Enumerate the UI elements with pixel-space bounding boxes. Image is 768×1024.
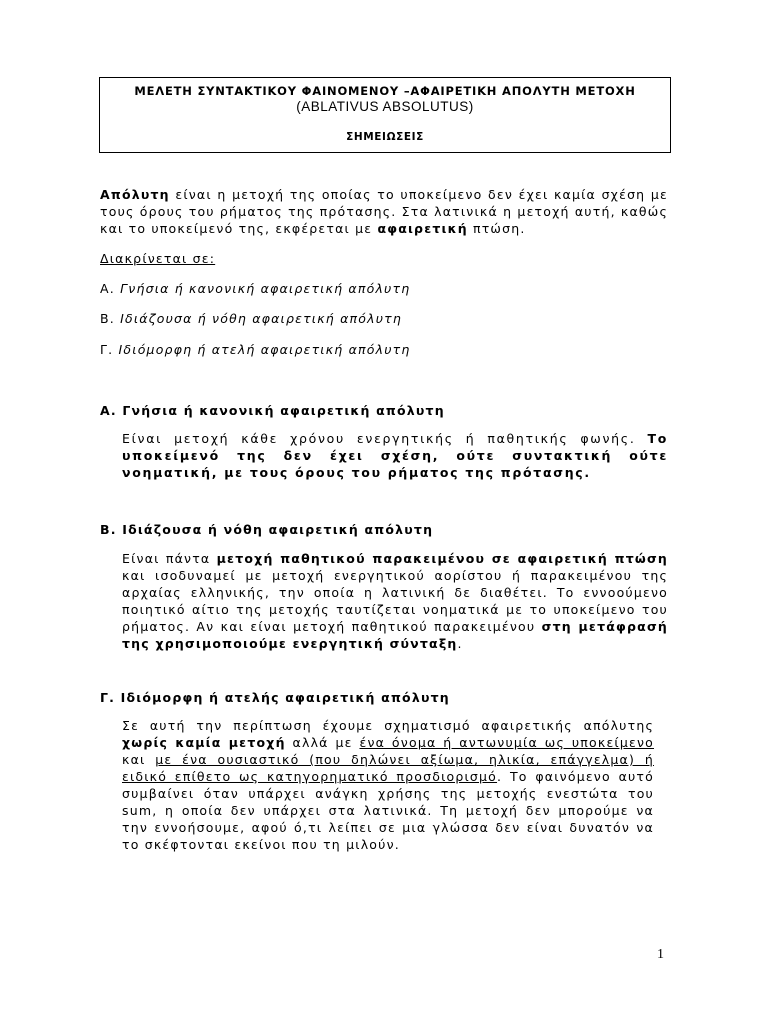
type-letter-c: Γ. bbox=[100, 342, 114, 357]
type-letter-a: Α. bbox=[100, 281, 115, 296]
intro-text-2: πτώση. bbox=[467, 221, 526, 236]
section-c-latin-word: sum bbox=[122, 803, 153, 818]
document-subtitle: (ABLATIVUS ABSOLUTUS) bbox=[296, 99, 474, 114]
section-c-text-1: Σε αυτή την περίπτωση έχουμε σχηματισμό αφαιρετικής απόλυτης bbox=[122, 718, 654, 733]
section-c-underlined-1: ένα όνομα ή αντωνυμία ως υποκείμενο bbox=[359, 735, 654, 750]
type-item-c bbox=[100, 341, 411, 358]
section-c-text-3: και bbox=[122, 752, 156, 767]
section-c-text-2: αλλά με bbox=[285, 735, 360, 750]
type-label-a: Γνήσια ή κανονική αφαιρετική απόλυτη bbox=[120, 281, 411, 296]
section-c-body bbox=[122, 717, 654, 853]
type-item-b bbox=[100, 310, 402, 327]
section-a-body bbox=[122, 430, 668, 481]
intro-paragraph bbox=[100, 186, 668, 237]
title-box bbox=[99, 77, 671, 153]
section-b-text-3: . bbox=[457, 636, 463, 651]
section-b-bold-1: μετοχή παθητικού παρακειμένου σε αφαιρετική πτώση bbox=[216, 551, 668, 566]
page-number: 1 bbox=[657, 947, 664, 962]
section-b-bold-2: στη μετάφρασή της χρησιμοποιούμε ενεργητική σύνταξη bbox=[122, 619, 668, 651]
intro-term: Απόλυτη bbox=[100, 187, 170, 202]
type-label-c: Ιδιόμορφη ή ατελή αφαιρετική απόλυτη bbox=[118, 342, 411, 357]
section-a-heading: Α. Γνήσια ή κανονική αφαιρετική απόλυτη bbox=[100, 403, 445, 418]
section-a-text-1: Είναι μετοχή κάθε χρόνου ενεργητικής ή παθητικής φωνής. bbox=[122, 431, 648, 446]
section-a-bold-1: Το υποκείμενό της δεν έχει σχέση, ούτε συντακτική ούτε νοηματική, με τους όρους του ρήματος της πρότασης. bbox=[122, 431, 668, 480]
section-c-text-5: , η οποία δεν υπάρχει στα λατινικά. Τη μετοχή δεν μπορούμε να την εννοήσουμε, αφού ό,τι λείπει σε μια γλώσσα δεν είναι δυνατόν να το σκέφτονται εκείνοι που τη μιλούν. bbox=[122, 803, 654, 852]
section-c-underlined-2: με ένα ουσιαστικό (που δηλώνει αξίωμα, ηλικία, επάγγελμα) ή ειδικό επίθετο ως κατηγορηματικό προσδιορισμό bbox=[122, 752, 654, 784]
section-c-bold-1: χωρίς καμία μετοχή bbox=[122, 735, 286, 750]
distinguished-label: Διακρίνεται σε: bbox=[100, 251, 216, 266]
section-c-heading: Γ. Ιδιόμορφη ή ατελής αφαιρετική απόλυτη bbox=[100, 690, 450, 705]
section-b-text-2: και ισοδυναμεί με μετοχή ενεργητικού αορίστου ή παρακειμένου της αρχαίας ελληνικής, την οποία η λατινική δε διαθέτει. Το εννοούμενο ποιητικό αίτιο της μετοχής ταυτίζεται νοηματικά με το υποκείμενο του ρήματος. Αν και είναι μετοχή παθητικού παρακειμένου bbox=[122, 568, 668, 634]
document-title: ΜΕΛΕΤΗ ΣΥΝΤΑΚΤΙΚΟΥ ΦΑΙΝΟΜΕΝΟΥ –ΑΦΑΙΡΕΤΙΚΗ ΑΠΟΛΥΤΗ ΜΕΤΟΧΗ bbox=[134, 84, 636, 98]
section-b-text-1: Είναι πάντα bbox=[122, 551, 217, 566]
type-item-a bbox=[100, 280, 410, 297]
section-c-text-4: . Το φαινόμενο αυτό συμβαίνει όταν υπάρχει ανάγκη χρήσης της μετοχής ενεστώτα του bbox=[122, 769, 655, 801]
notes-label: ΣΗΜΕΙΩΣΕΙΣ bbox=[346, 131, 424, 143]
intro-text-1: είναι η μετοχή της οποίας το υποκείμενο δεν έχει καμία σχέση με τους όρους του ρήματος της πρότασης. Στα λατινικά η μετοχή αυτή, καθώς και το υποκείμενό της, εκφέρεται με bbox=[100, 187, 668, 236]
section-b-body bbox=[122, 550, 668, 652]
intro-term-2: αφαιρετική bbox=[377, 221, 468, 236]
section-b-heading: Β. Ιδιάζουσα ή νόθη αφαιρετική απόλυτη bbox=[100, 522, 434, 537]
type-label-b: Ιδιάζουσα ή νόθη αφαιρετική απόλυτη bbox=[120, 311, 402, 326]
type-letter-b: Β. bbox=[100, 311, 115, 326]
